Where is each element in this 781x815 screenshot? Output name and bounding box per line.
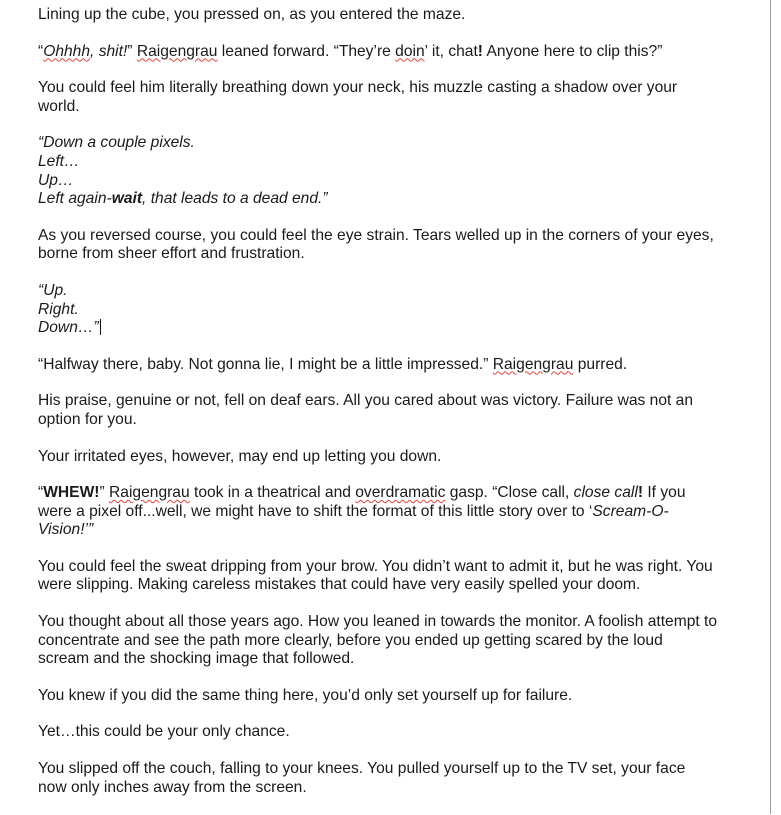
paragraph-12: You thought about all those years ago. How you leaned in towards the monitor. A foolish attempt to concentrate and see the path more clearly, before you ended up getting scared by the loud scream and the shocking image that followed. bbox=[38, 613, 718, 668]
paragraph-3: You could feel him literally breathing down your neck, his muzzle casting a shadow over your world. bbox=[38, 79, 678, 115]
document-body[interactable] bbox=[38, 6, 718, 815]
paragraph-9: Your irritated eyes, however, may end up letting you down. bbox=[38, 447, 442, 465]
paragraph-4: “Down a couple pixels. Left… Up… Left again-wait, that leads to a dead end.” bbox=[38, 134, 328, 208]
paragraph-15: You slipped off the couch, falling to your knees. You pulled yourself up to the TV set, your face now only inches away from the screen. bbox=[38, 760, 686, 796]
spellcheck-word[interactable]: Raigengrau bbox=[136, 42, 218, 60]
spellcheck-word[interactable]: Raigengrau bbox=[109, 484, 190, 502]
paragraph-14: Yet…this could be your only chance. bbox=[38, 723, 290, 741]
spellcheck-word[interactable]: Raigengrau bbox=[492, 355, 574, 373]
page-edge-divider bbox=[770, 0, 781, 814]
text-cursor bbox=[100, 319, 101, 335]
paragraph-5: As you reversed course, you could feel the eye strain. Tears welled up in the corners of your eyes, borne from sheer effort and frustration. bbox=[38, 226, 714, 263]
paragraph-7: “Halfway there, baby. Not gonna lie, I might be a little impressed.” Raigengrau purred. bbox=[38, 355, 628, 373]
paragraph-6: “Up. Right. Down…” bbox=[38, 281, 99, 337]
paragraph-11: You could feel the sweat dripping from your brow. You didn’t want to admit it, but he was right. You were slipping. Making careless mistakes that could have very easily spelled your doom. bbox=[38, 557, 713, 594]
spellcheck-word[interactable]: Ohhhh bbox=[43, 42, 91, 60]
paragraph-1: Lining up the cube, you pressed on, as you entered the maze. bbox=[38, 6, 466, 23]
paragraph-10: “WHEW!” Raigengrau took in a theatrical and overdramatic gasp. “Close call, close call! If you were a pixel off...well, we might have to shift the format of this little story over to ‘Scream-O-Vision!’” bbox=[38, 484, 686, 539]
paragraph-13: You knew if you did the same thing here, you’d only set yourself up for failure. bbox=[38, 686, 573, 704]
spellcheck-word[interactable]: overdramatic bbox=[355, 484, 446, 502]
spellcheck-word[interactable]: doin bbox=[395, 42, 425, 60]
paragraph-2: “Ohhhh, shit!” Raigengrau leaned forward. “They’re doin’ it, chat! Anyone here to clip this?” bbox=[38, 42, 663, 60]
paragraph-8: His praise, genuine or not, fell on deaf ears. All you cared about was victory. Failure was not an option for you. bbox=[38, 392, 693, 428]
